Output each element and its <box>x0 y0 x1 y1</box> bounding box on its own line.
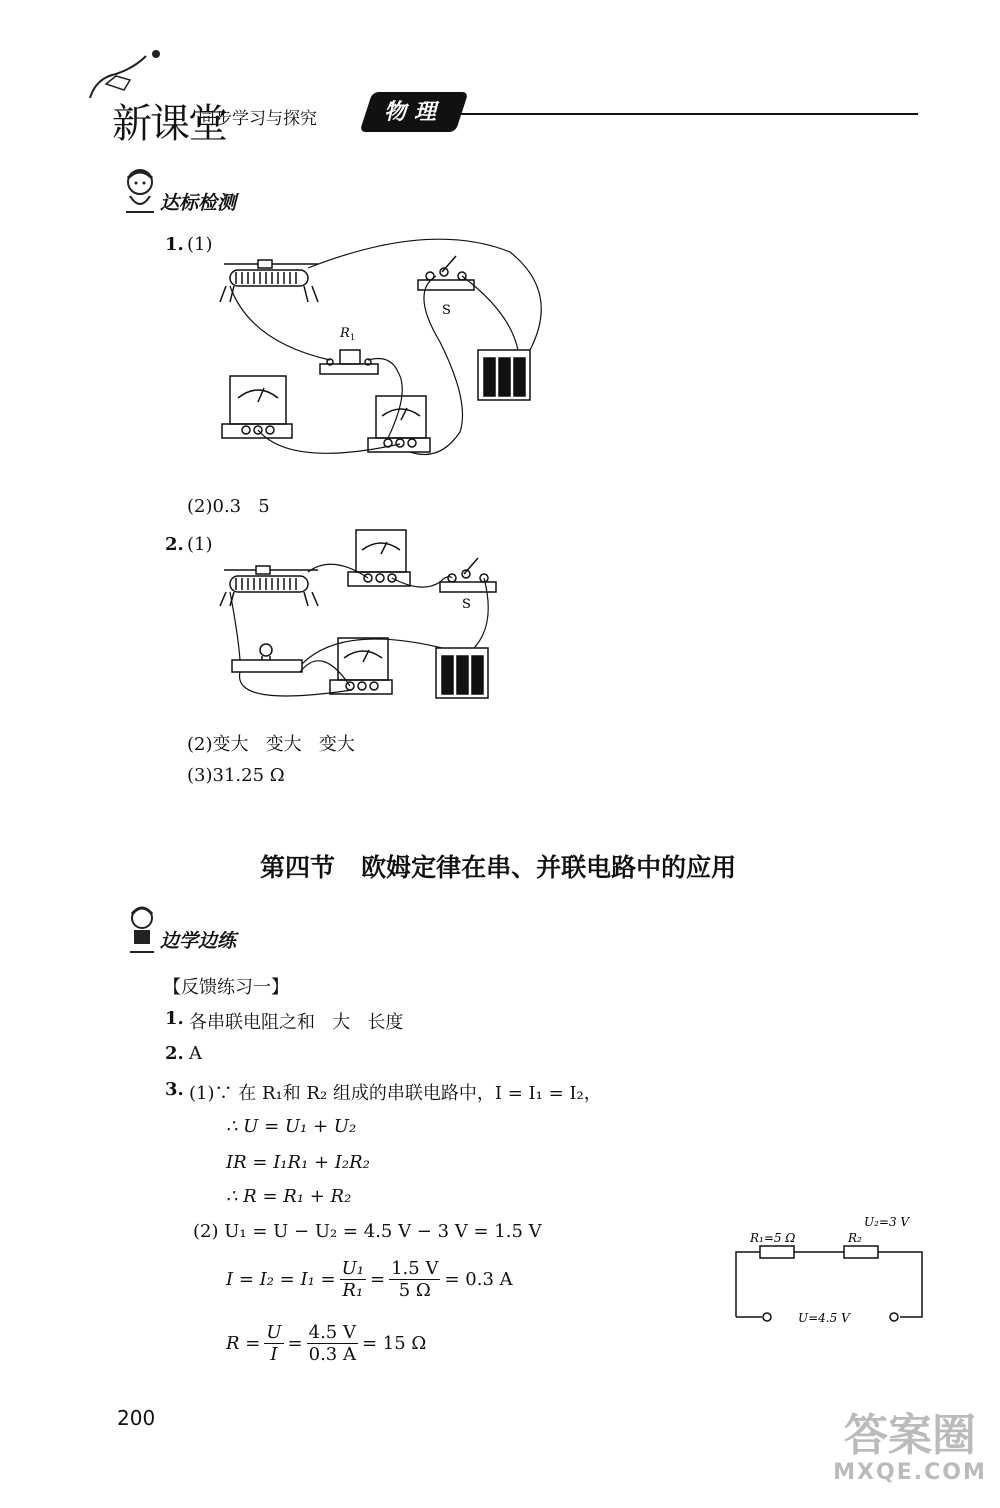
switch-icon <box>440 558 496 592</box>
r1-label-sub: 1 <box>350 333 356 342</box>
fraction-values: $\frac{1.5 V}{5 \Omega}$ <box>391 1258 439 1301</box>
q2-part1: (1) <box>187 534 213 555</box>
item-2-number: 2. <box>165 1043 184 1064</box>
ammeter-icon <box>348 530 410 586</box>
resistor-icon <box>320 350 378 374</box>
u-label: U=4.5 V <box>798 1311 850 1325</box>
step-4: (2) U₁ = U − U₂ = 4.5 V − 3 V = 1.5 V <box>193 1221 542 1242</box>
r2-label: R₂ <box>848 1231 862 1245</box>
feedback-title: 【反馈练习一】 <box>163 977 289 998</box>
switch-icon <box>418 256 474 290</box>
q1-number: 1. <box>165 234 184 255</box>
header-rule <box>452 113 918 115</box>
equation-resistance: R = $\frac{U}{I}$ = $\frac{4.5 V}{0.3 A}$ = 15 Ω <box>226 1322 427 1365</box>
item-1-number: 1. <box>165 1008 184 1029</box>
chapter-title: 第四节 欧姆定律在串、并联电路中的应用 <box>260 853 737 882</box>
q1-part2: (2)0.3 5 <box>187 496 270 517</box>
circuit-diagram-1 <box>210 232 560 468</box>
fraction-u-i: $\frac{U}{I}$ <box>266 1322 282 1365</box>
page-number: 200 <box>117 1406 156 1430</box>
section-label-dabiao: 达标检测 <box>160 192 237 214</box>
q2-number: 2. <box>165 534 184 555</box>
battery-icon <box>478 350 530 400</box>
battery-icon <box>436 648 488 698</box>
item-3-text: (1)∵ 在 R₁和 R₂ 组成的串联电路中，I = I₁ = I₂， <box>189 1083 602 1104</box>
item-3-number: 3. <box>165 1079 184 1100</box>
fraction-values: $\frac{4.5 V}{0.3 A}$ <box>308 1322 356 1365</box>
q2-part3: (3)31.25 Ω <box>187 765 285 786</box>
r1-label: R <box>340 326 350 341</box>
series-circuit-diagram <box>730 1210 930 1332</box>
voltmeter-icon <box>330 638 392 694</box>
ammeter-icon <box>368 396 430 452</box>
book-logo: 新课堂 <box>112 101 226 147</box>
watermark-logo: 答案圈 MXQE.COM <box>833 1410 987 1485</box>
rheostat-icon <box>220 566 318 606</box>
lamp-icon <box>232 644 302 672</box>
book-subtitle: 同步学习与探究 <box>198 109 317 129</box>
step-1: ∴ U = U₁ + U₂ <box>226 1116 357 1137</box>
girl-icon <box>120 166 160 220</box>
fraction-u1-r1: $\frac{\text{U₁}}{\text{R₁}}$ <box>341 1258 365 1301</box>
step-2: IR = I₁R₁ + I₂R₂ <box>226 1152 370 1173</box>
item-1-text: 各串联电阻之和 大 长度 <box>189 1012 404 1033</box>
circuit-diagram-2 <box>212 524 502 708</box>
item-2-text: A <box>189 1043 202 1064</box>
q2-part2: (2)变大 变大 变大 <box>187 734 355 755</box>
switch-label: S <box>462 597 471 612</box>
q1-part1: (1) <box>187 234 213 255</box>
voltmeter-icon <box>222 376 292 438</box>
step-3: ∴ R = R₁ + R₂ <box>226 1186 352 1207</box>
section-label-bianxue: 边学边练 <box>160 930 237 952</box>
boy-icon <box>122 904 162 960</box>
r1-label: R₁=5 Ω <box>750 1231 796 1245</box>
equation-current: I = I₂ = I₁ = $\frac{\text{U₁}}{\text{R₁}}$ = $\frac{1.5 V}{5 \Omega}$ = 0.3 A <box>226 1258 513 1301</box>
subject-tab: 物理 <box>360 92 469 132</box>
u2-label: U₂=3 V <box>864 1215 910 1229</box>
switch-label: S <box>442 303 451 318</box>
